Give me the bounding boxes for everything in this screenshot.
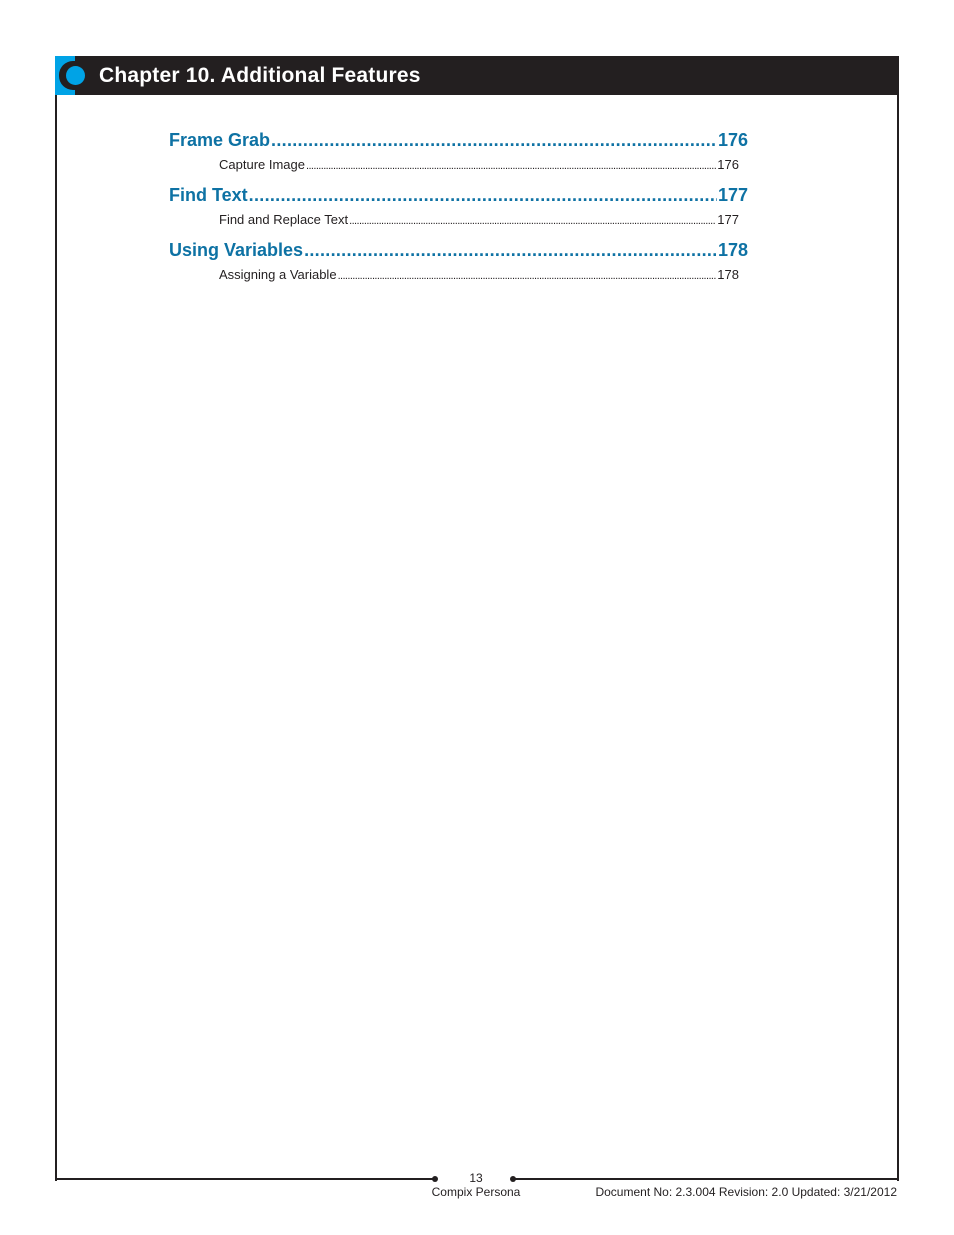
toc-entry-find-text[interactable] (169, 183, 748, 208)
toc-dot-leader (349, 209, 716, 233)
footer-bullet-icon (510, 1176, 516, 1182)
toc-entry-title[interactable]: Find Text (169, 185, 248, 205)
toc-entry-title[interactable]: Frame Grab (169, 130, 271, 150)
toc-subentry-title[interactable]: Capture Image (219, 157, 305, 172)
chapter-marker-dot-icon (66, 66, 85, 85)
toc-subentry-capture-image[interactable] (219, 153, 739, 183)
footer-rule-right (513, 1178, 899, 1180)
toc-entry-using-variables[interactable] (169, 238, 748, 263)
toc-subentry-title[interactable]: Assigning a Variable (219, 267, 337, 282)
toc-subentry-page[interactable]: 178 (717, 267, 739, 282)
chapter-marker-icon (55, 56, 75, 95)
footer-bullet-icon (432, 1176, 438, 1182)
toc-dot-leader (304, 238, 717, 263)
chapter-title: Chapter 10. Additional Features (99, 64, 421, 87)
toc-entry-page[interactable]: 178 (717, 240, 748, 260)
toc-entry-frame-grab[interactable] (169, 128, 748, 153)
toc-subentry-title[interactable]: Find and Replace Text (219, 212, 349, 227)
toc-subentry-find-and-replace-text[interactable] (219, 208, 739, 238)
page-number: 13 (469, 1171, 483, 1185)
toc-subentry-page[interactable]: 176 (717, 157, 739, 172)
toc-subentry-assigning-a-variable[interactable] (219, 263, 739, 293)
table-of-contents (169, 128, 748, 293)
toc-dot-leader (338, 264, 717, 288)
toc-subentry-page[interactable]: 177 (717, 212, 739, 227)
toc-dot-leader (271, 128, 717, 153)
toc-dot-leader (249, 183, 717, 208)
toc-entry-page[interactable]: 177 (717, 185, 748, 205)
toc-entry-page[interactable]: 176 (717, 130, 748, 150)
footer-rule-left (55, 1178, 436, 1180)
chapter-header (55, 56, 899, 95)
toc-entry-title[interactable]: Using Variables (169, 240, 304, 260)
toc-dot-leader (306, 154, 716, 178)
document-info: Document No: 2.3.004 Revision: 2.0 Updated: 3/21/2012 (595, 1185, 897, 1199)
product-name: Compix Persona (431, 1185, 521, 1199)
